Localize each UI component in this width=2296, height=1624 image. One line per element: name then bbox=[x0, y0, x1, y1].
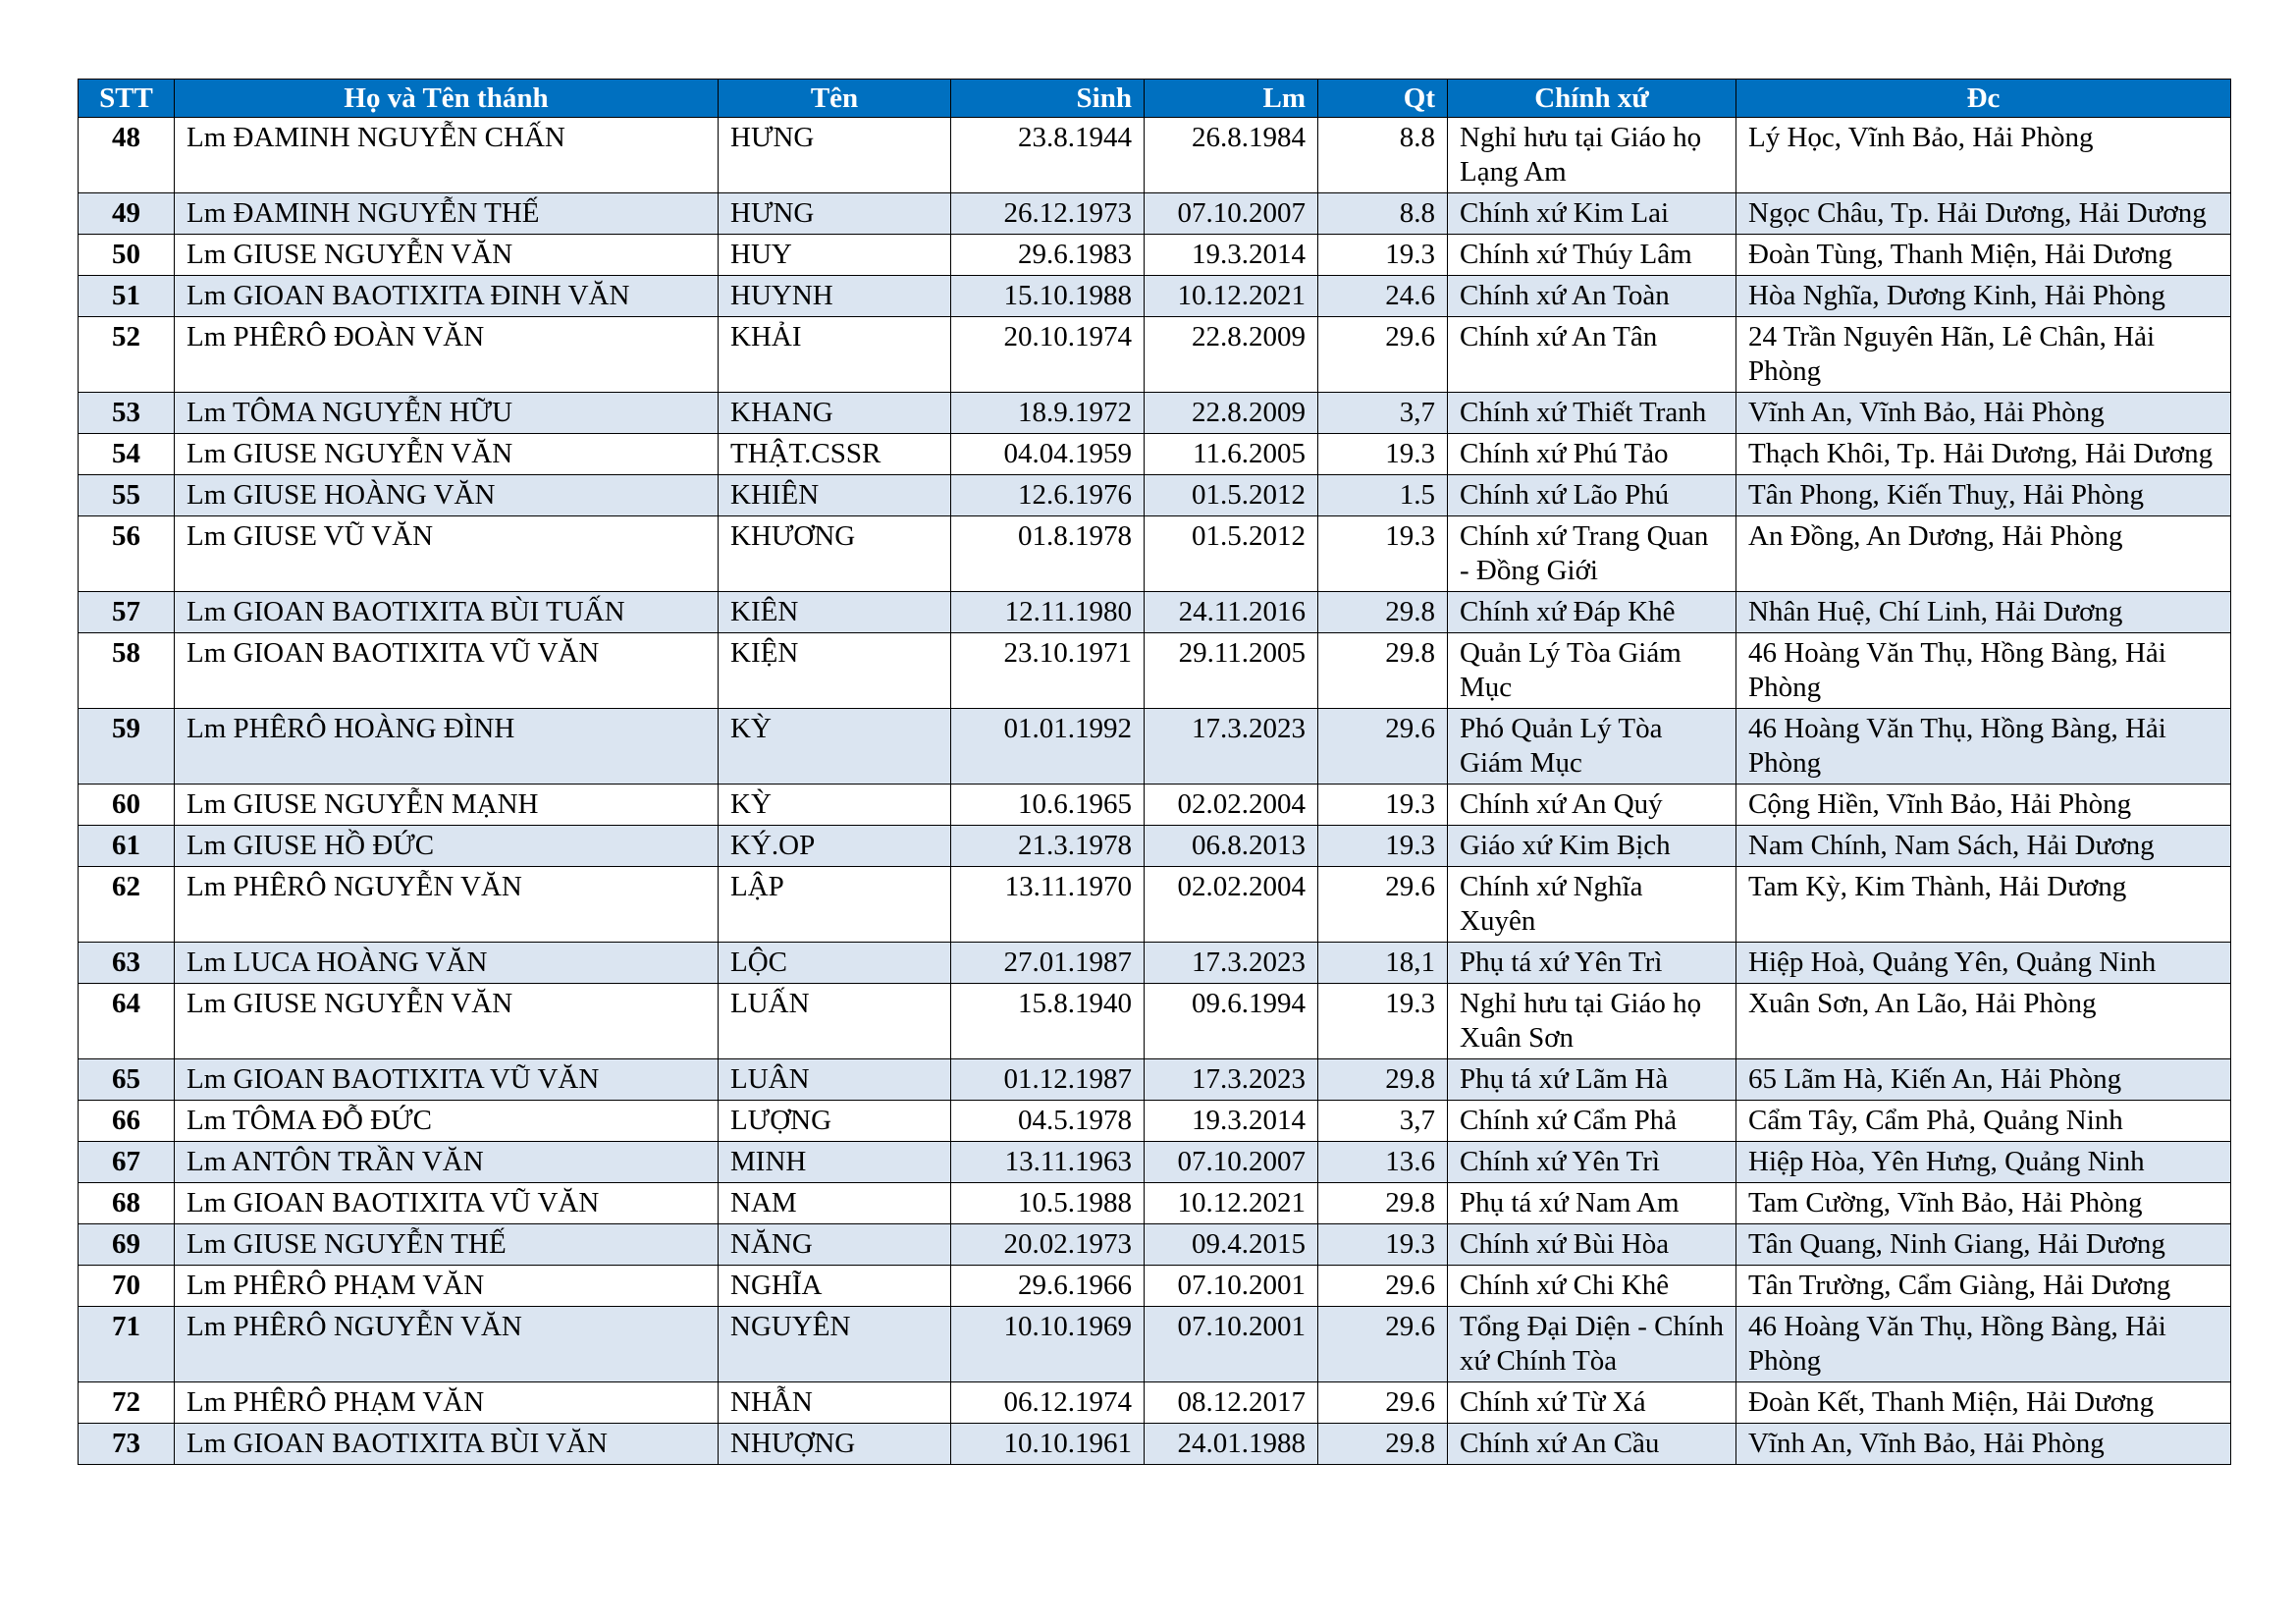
ordination-date-cell: 22.8.2009 bbox=[1145, 317, 1318, 393]
name-cell: Lm GIUSE NGUYỄN VĂN bbox=[175, 434, 719, 475]
birth-date-cell: 10.6.1965 bbox=[951, 785, 1145, 826]
stt-cell: 55 bbox=[79, 475, 175, 516]
ordination-date-cell: 07.10.2007 bbox=[1145, 193, 1318, 235]
birth-date-cell: 06.12.1974 bbox=[951, 1382, 1145, 1424]
ordination-date-cell: 02.02.2004 bbox=[1145, 785, 1318, 826]
feast-day-cell: 19.3 bbox=[1318, 434, 1448, 475]
given-name-cell: NĂNG bbox=[719, 1224, 951, 1266]
ordination-date-cell: 17.3.2023 bbox=[1145, 943, 1318, 984]
name-cell: Lm GIUSE HOÀNG VĂN bbox=[175, 475, 719, 516]
given-name-cell: LUẤN bbox=[719, 984, 951, 1059]
feast-day-cell: 19.3 bbox=[1318, 516, 1448, 592]
stt-cell: 72 bbox=[79, 1382, 175, 1424]
name-cell: Lm LUCA HOÀNG VĂN bbox=[175, 943, 719, 984]
name-cell: Lm PHÊRÔ ĐOÀN VĂN bbox=[175, 317, 719, 393]
feast-day-cell: 18,1 bbox=[1318, 943, 1448, 984]
address-cell: Xuân Sơn, An Lão, Hải Phòng bbox=[1736, 984, 2231, 1059]
table-row bbox=[79, 393, 2231, 434]
parish-cell: Chính xứ Thúy Lâm bbox=[1448, 235, 1736, 276]
birth-date-cell: 23.8.1944 bbox=[951, 118, 1145, 193]
stt-cell: 65 bbox=[79, 1059, 175, 1101]
feast-day-cell: 29.8 bbox=[1318, 1059, 1448, 1101]
birth-date-cell: 04.04.1959 bbox=[951, 434, 1145, 475]
given-name-cell: NAM bbox=[719, 1183, 951, 1224]
table-row bbox=[79, 475, 2231, 516]
parish-cell: Chính xứ Yên Trì bbox=[1448, 1142, 1736, 1183]
name-cell: Lm GIOAN BAOTIXITA BÙI TUẤN bbox=[175, 592, 719, 633]
given-name-cell: MINH bbox=[719, 1142, 951, 1183]
stt-cell: 49 bbox=[79, 193, 175, 235]
birth-date-cell: 01.01.1992 bbox=[951, 709, 1145, 785]
parish-cell: Phụ tá xứ Yên Trì bbox=[1448, 943, 1736, 984]
address-cell: Tân Trường, Cẩm Giàng, Hải Dương bbox=[1736, 1266, 2231, 1307]
priest-directory-table bbox=[78, 79, 2231, 1465]
feast-day-cell: 29.6 bbox=[1318, 317, 1448, 393]
name-cell: Lm GIOAN BAOTIXITA VŨ VĂN bbox=[175, 1059, 719, 1101]
table-row bbox=[79, 1382, 2231, 1424]
parish-cell: Chính xứ Cẩm Phả bbox=[1448, 1101, 1736, 1142]
birth-date-cell: 27.01.1987 bbox=[951, 943, 1145, 984]
birth-date-cell: 26.12.1973 bbox=[951, 193, 1145, 235]
birth-date-cell: 23.10.1971 bbox=[951, 633, 1145, 709]
given-name-cell: KÝ.OP bbox=[719, 826, 951, 867]
stt-cell: 73 bbox=[79, 1424, 175, 1465]
header-name: Họ và Tên thánh bbox=[175, 80, 719, 118]
header-feast-day: Qt bbox=[1318, 80, 1448, 118]
table-row bbox=[79, 317, 2231, 393]
parish-cell: Chính xứ Chi Khê bbox=[1448, 1266, 1736, 1307]
parish-cell: Chính xứ An Toàn bbox=[1448, 276, 1736, 317]
name-cell: Lm GIUSE HỒ ĐỨC bbox=[175, 826, 719, 867]
address-cell: Hiệp Hòa, Yên Hưng, Quảng Ninh bbox=[1736, 1142, 2231, 1183]
birth-date-cell: 01.12.1987 bbox=[951, 1059, 1145, 1101]
name-cell: Lm GIUSE NGUYỄN VĂN bbox=[175, 984, 719, 1059]
address-cell: Lý Học, Vĩnh Bảo, Hải Phòng bbox=[1736, 118, 2231, 193]
name-cell: Lm TÔMA NGUYỄN HỮU bbox=[175, 393, 719, 434]
table-row bbox=[79, 633, 2231, 709]
name-cell: Lm GIOAN BAOTIXITA VŨ VĂN bbox=[175, 1183, 719, 1224]
name-cell: Lm PHÊRÔ NGUYỄN VĂN bbox=[175, 867, 719, 943]
parish-cell: Nghỉ hưu tại Giáo họ Xuân Sơn bbox=[1448, 984, 1736, 1059]
given-name-cell: LƯỢNG bbox=[719, 1101, 951, 1142]
ordination-date-cell: 11.6.2005 bbox=[1145, 434, 1318, 475]
stt-cell: 62 bbox=[79, 867, 175, 943]
address-cell: Tân Quang, Ninh Giang, Hải Dương bbox=[1736, 1224, 2231, 1266]
parish-cell: Giáo xứ Kim Bịch bbox=[1448, 826, 1736, 867]
ordination-date-cell: 06.8.2013 bbox=[1145, 826, 1318, 867]
name-cell: Lm GIUSE NGUYỄN VĂN bbox=[175, 235, 719, 276]
feast-day-cell: 29.6 bbox=[1318, 1307, 1448, 1382]
given-name-cell: HUY bbox=[719, 235, 951, 276]
feast-day-cell: 19.3 bbox=[1318, 785, 1448, 826]
address-cell: Tam Kỳ, Kim Thành, Hải Dương bbox=[1736, 867, 2231, 943]
table-row bbox=[79, 1183, 2231, 1224]
address-cell: Đoàn Kết, Thanh Miện, Hải Dương bbox=[1736, 1382, 2231, 1424]
parish-cell: Quản Lý Tòa Giám Mục bbox=[1448, 633, 1736, 709]
feast-day-cell: 1.5 bbox=[1318, 475, 1448, 516]
parish-cell: Chính xứ Kim Lai bbox=[1448, 193, 1736, 235]
name-cell: Lm TÔMA ĐỖ ĐỨC bbox=[175, 1101, 719, 1142]
parish-cell: Chính xứ Nghĩa Xuyên bbox=[1448, 867, 1736, 943]
birth-date-cell: 10.10.1969 bbox=[951, 1307, 1145, 1382]
ordination-date-cell: 01.5.2012 bbox=[1145, 475, 1318, 516]
given-name-cell: NHẪN bbox=[719, 1382, 951, 1424]
birth-date-cell: 13.11.1963 bbox=[951, 1142, 1145, 1183]
table-row bbox=[79, 984, 2231, 1059]
feast-day-cell: 3,7 bbox=[1318, 393, 1448, 434]
address-cell: An Đồng, An Dương, Hải Phòng bbox=[1736, 516, 2231, 592]
table-row bbox=[79, 1142, 2231, 1183]
birth-date-cell: 15.10.1988 bbox=[951, 276, 1145, 317]
name-cell: Lm PHÊRÔ HOÀNG ĐÌNH bbox=[175, 709, 719, 785]
feast-day-cell: 29.8 bbox=[1318, 1183, 1448, 1224]
address-cell: Cẩm Tây, Cẩm Phả, Quảng Ninh bbox=[1736, 1101, 2231, 1142]
table-row bbox=[79, 1059, 2231, 1101]
birth-date-cell: 20.10.1974 bbox=[951, 317, 1145, 393]
given-name-cell: NGUYÊN bbox=[719, 1307, 951, 1382]
ordination-date-cell: 07.10.2001 bbox=[1145, 1307, 1318, 1382]
given-name-cell: HƯNG bbox=[719, 118, 951, 193]
table-header bbox=[79, 80, 2231, 118]
parish-cell: Chính xứ Từ Xá bbox=[1448, 1382, 1736, 1424]
parish-cell: Chính xứ Phú Tảo bbox=[1448, 434, 1736, 475]
ordination-date-cell: 24.11.2016 bbox=[1145, 592, 1318, 633]
feast-day-cell: 19.3 bbox=[1318, 826, 1448, 867]
address-cell: Ngọc Châu, Tp. Hải Dương, Hải Dương bbox=[1736, 193, 2231, 235]
ordination-date-cell: 26.8.1984 bbox=[1145, 118, 1318, 193]
stt-cell: 63 bbox=[79, 943, 175, 984]
header-address: Đc bbox=[1736, 80, 2231, 118]
ordination-date-cell: 17.3.2023 bbox=[1145, 709, 1318, 785]
ordination-date-cell: 08.12.2017 bbox=[1145, 1382, 1318, 1424]
address-cell: Hòa Nghĩa, Dương Kinh, Hải Phòng bbox=[1736, 276, 2231, 317]
address-cell: Tam Cường, Vĩnh Bảo, Hải Phòng bbox=[1736, 1183, 2231, 1224]
name-cell: Lm GIUSE NGUYỄN MẠNH bbox=[175, 785, 719, 826]
name-cell: Lm ĐAMINH NGUYỄN THẾ bbox=[175, 193, 719, 235]
stt-cell: 54 bbox=[79, 434, 175, 475]
stt-cell: 67 bbox=[79, 1142, 175, 1183]
table-row bbox=[79, 1101, 2231, 1142]
address-cell: 46 Hoàng Văn Thụ, Hồng Bàng, Hải Phòng bbox=[1736, 709, 2231, 785]
given-name-cell: THẬT.CSSR bbox=[719, 434, 951, 475]
given-name-cell: KHIÊN bbox=[719, 475, 951, 516]
ordination-date-cell: 19.3.2014 bbox=[1145, 235, 1318, 276]
ordination-date-cell: 02.02.2004 bbox=[1145, 867, 1318, 943]
name-cell: Lm GIOAN BAOTIXITA ĐINH VĂN bbox=[175, 276, 719, 317]
ordination-date-cell: 07.10.2007 bbox=[1145, 1142, 1318, 1183]
stt-cell: 68 bbox=[79, 1183, 175, 1224]
feast-day-cell: 13.6 bbox=[1318, 1142, 1448, 1183]
table-row bbox=[79, 276, 2231, 317]
address-cell: Nhân Huệ, Chí Linh, Hải Dương bbox=[1736, 592, 2231, 633]
address-cell: Đoàn Tùng, Thanh Miện, Hải Dương bbox=[1736, 235, 2231, 276]
parish-cell: Tổng Đại Diện - Chính xứ Chính Tòa bbox=[1448, 1307, 1736, 1382]
given-name-cell: KHANG bbox=[719, 393, 951, 434]
ordination-date-cell: 19.3.2014 bbox=[1145, 1101, 1318, 1142]
table-row bbox=[79, 434, 2231, 475]
given-name-cell: KHƯƠNG bbox=[719, 516, 951, 592]
given-name-cell: NGHĨA bbox=[719, 1266, 951, 1307]
ordination-date-cell: 24.01.1988 bbox=[1145, 1424, 1318, 1465]
parish-cell: Chính xứ Thiết Tranh bbox=[1448, 393, 1736, 434]
stt-cell: 48 bbox=[79, 118, 175, 193]
given-name-cell: KỲ bbox=[719, 709, 951, 785]
ordination-date-cell: 17.3.2023 bbox=[1145, 1059, 1318, 1101]
birth-date-cell: 13.11.1970 bbox=[951, 867, 1145, 943]
given-name-cell: KIÊN bbox=[719, 592, 951, 633]
stt-cell: 59 bbox=[79, 709, 175, 785]
header-ordination: Lm bbox=[1145, 80, 1318, 118]
address-cell: Vĩnh An, Vĩnh Bảo, Hải Phòng bbox=[1736, 393, 2231, 434]
feast-day-cell: 24.6 bbox=[1318, 276, 1448, 317]
stt-cell: 56 bbox=[79, 516, 175, 592]
ordination-date-cell: 09.4.2015 bbox=[1145, 1224, 1318, 1266]
ordination-date-cell: 10.12.2021 bbox=[1145, 276, 1318, 317]
address-cell: 46 Hoàng Văn Thụ, Hồng Bàng, Hải Phòng bbox=[1736, 633, 2231, 709]
stt-cell: 71 bbox=[79, 1307, 175, 1382]
stt-cell: 60 bbox=[79, 785, 175, 826]
stt-cell: 61 bbox=[79, 826, 175, 867]
address-cell: 46 Hoàng Văn Thụ, Hồng Bàng, Hải Phòng bbox=[1736, 1307, 2231, 1382]
table-row bbox=[79, 867, 2231, 943]
table-row bbox=[79, 1424, 2231, 1465]
name-cell: Lm GIUSE VŨ VĂN bbox=[175, 516, 719, 592]
table-row bbox=[79, 193, 2231, 235]
birth-date-cell: 12.6.1976 bbox=[951, 475, 1145, 516]
stt-cell: 58 bbox=[79, 633, 175, 709]
feast-day-cell: 29.6 bbox=[1318, 867, 1448, 943]
given-name-cell: HUYNH bbox=[719, 276, 951, 317]
address-cell: 24 Trần Nguyên Hãn, Lê Chân, Hải Phòng bbox=[1736, 317, 2231, 393]
birth-date-cell: 29.6.1966 bbox=[951, 1266, 1145, 1307]
stt-cell: 64 bbox=[79, 984, 175, 1059]
parish-cell: Chính xứ Trang Quan - Đồng Giới bbox=[1448, 516, 1736, 592]
stt-cell: 53 bbox=[79, 393, 175, 434]
stt-cell: 66 bbox=[79, 1101, 175, 1142]
ordination-date-cell: 22.8.2009 bbox=[1145, 393, 1318, 434]
ordination-date-cell: 29.11.2005 bbox=[1145, 633, 1318, 709]
table-row bbox=[79, 118, 2231, 193]
parish-cell: Chính xứ An Quý bbox=[1448, 785, 1736, 826]
table-row bbox=[79, 1266, 2231, 1307]
given-name-cell: LUÂN bbox=[719, 1059, 951, 1101]
name-cell: Lm PHÊRÔ PHẠM VĂN bbox=[175, 1382, 719, 1424]
birth-date-cell: 01.8.1978 bbox=[951, 516, 1145, 592]
address-cell: 65 Lãm Hà, Kiến An, Hải Phòng bbox=[1736, 1059, 2231, 1101]
feast-day-cell: 29.8 bbox=[1318, 592, 1448, 633]
name-cell: Lm GIUSE NGUYỄN THẾ bbox=[175, 1224, 719, 1266]
given-name-cell: HƯNG bbox=[719, 193, 951, 235]
given-name-cell: LỘC bbox=[719, 943, 951, 984]
header-parish: Chính xứ bbox=[1448, 80, 1736, 118]
feast-day-cell: 19.3 bbox=[1318, 235, 1448, 276]
given-name-cell: KỲ bbox=[719, 785, 951, 826]
feast-day-cell: 8.8 bbox=[1318, 193, 1448, 235]
address-cell: Hiệp Hoà, Quảng Yên, Quảng Ninh bbox=[1736, 943, 2231, 984]
feast-day-cell: 29.8 bbox=[1318, 1424, 1448, 1465]
given-name-cell: KHẢI bbox=[719, 317, 951, 393]
table-row bbox=[79, 592, 2231, 633]
ordination-date-cell: 09.6.1994 bbox=[1145, 984, 1318, 1059]
parish-cell: Nghỉ hưu tại Giáo họ Lạng Am bbox=[1448, 118, 1736, 193]
birth-date-cell: 29.6.1983 bbox=[951, 235, 1145, 276]
birth-date-cell: 04.5.1978 bbox=[951, 1101, 1145, 1142]
address-cell: Tân Phong, Kiến Thuỵ, Hải Phòng bbox=[1736, 475, 2231, 516]
birth-date-cell: 12.11.1980 bbox=[951, 592, 1145, 633]
table-body bbox=[79, 118, 2231, 1465]
table-row bbox=[79, 785, 2231, 826]
birth-date-cell: 10.10.1961 bbox=[951, 1424, 1145, 1465]
birth-date-cell: 20.02.1973 bbox=[951, 1224, 1145, 1266]
ordination-date-cell: 07.10.2001 bbox=[1145, 1266, 1318, 1307]
address-cell: Vĩnh An, Vĩnh Bảo, Hải Phòng bbox=[1736, 1424, 2231, 1465]
feast-day-cell: 8.8 bbox=[1318, 118, 1448, 193]
name-cell: Lm GIOAN BAOTIXITA VŨ VĂN bbox=[175, 633, 719, 709]
name-cell: Lm ĐAMINH NGUYỄN CHẤN bbox=[175, 118, 719, 193]
birth-date-cell: 21.3.1978 bbox=[951, 826, 1145, 867]
stt-cell: 51 bbox=[79, 276, 175, 317]
stt-cell: 70 bbox=[79, 1266, 175, 1307]
feast-day-cell: 3,7 bbox=[1318, 1101, 1448, 1142]
table-row bbox=[79, 943, 2231, 984]
header-birth: Sinh bbox=[951, 80, 1145, 118]
parish-cell: Chính xứ Đáp Khê bbox=[1448, 592, 1736, 633]
parish-cell: Phụ tá xứ Nam Am bbox=[1448, 1183, 1736, 1224]
birth-date-cell: 10.5.1988 bbox=[951, 1183, 1145, 1224]
parish-cell: Chính xứ Bùi Hòa bbox=[1448, 1224, 1736, 1266]
table-row bbox=[79, 826, 2231, 867]
parish-cell: Phó Quản Lý Tòa Giám Mục bbox=[1448, 709, 1736, 785]
header-stt: STT bbox=[79, 80, 175, 118]
name-cell: Lm ANTÔN TRẦN VĂN bbox=[175, 1142, 719, 1183]
feast-day-cell: 29.6 bbox=[1318, 709, 1448, 785]
header-given-name: Tên bbox=[719, 80, 951, 118]
table-row bbox=[79, 235, 2231, 276]
parish-cell: Phụ tá xứ Lãm Hà bbox=[1448, 1059, 1736, 1101]
stt-cell: 57 bbox=[79, 592, 175, 633]
name-cell: Lm PHÊRÔ NGUYỄN VĂN bbox=[175, 1307, 719, 1382]
address-cell: Thạch Khôi, Tp. Hải Dương, Hải Dương bbox=[1736, 434, 2231, 475]
given-name-cell: LẬP bbox=[719, 867, 951, 943]
parish-cell: Chính xứ Lão Phú bbox=[1448, 475, 1736, 516]
address-cell: Cộng Hiền, Vĩnh Bảo, Hải Phòng bbox=[1736, 785, 2231, 826]
table-row bbox=[79, 1307, 2231, 1382]
ordination-date-cell: 01.5.2012 bbox=[1145, 516, 1318, 592]
given-name-cell: NHƯỢNG bbox=[719, 1424, 951, 1465]
parish-cell: Chính xứ An Cầu bbox=[1448, 1424, 1736, 1465]
stt-cell: 69 bbox=[79, 1224, 175, 1266]
feast-day-cell: 19.3 bbox=[1318, 984, 1448, 1059]
feast-day-cell: 29.8 bbox=[1318, 633, 1448, 709]
table-row bbox=[79, 709, 2231, 785]
address-cell: Nam Chính, Nam Sách, Hải Dương bbox=[1736, 826, 2231, 867]
birth-date-cell: 15.8.1940 bbox=[951, 984, 1145, 1059]
feast-day-cell: 29.6 bbox=[1318, 1382, 1448, 1424]
table-row bbox=[79, 1224, 2231, 1266]
table-row bbox=[79, 516, 2231, 592]
given-name-cell: KIỆN bbox=[719, 633, 951, 709]
name-cell: Lm GIOAN BAOTIXITA BÙI VĂN bbox=[175, 1424, 719, 1465]
feast-day-cell: 29.6 bbox=[1318, 1266, 1448, 1307]
feast-day-cell: 19.3 bbox=[1318, 1224, 1448, 1266]
name-cell: Lm PHÊRÔ PHẠM VĂN bbox=[175, 1266, 719, 1307]
ordination-date-cell: 10.12.2021 bbox=[1145, 1183, 1318, 1224]
stt-cell: 52 bbox=[79, 317, 175, 393]
parish-cell: Chính xứ An Tân bbox=[1448, 317, 1736, 393]
stt-cell: 50 bbox=[79, 235, 175, 276]
birth-date-cell: 18.9.1972 bbox=[951, 393, 1145, 434]
